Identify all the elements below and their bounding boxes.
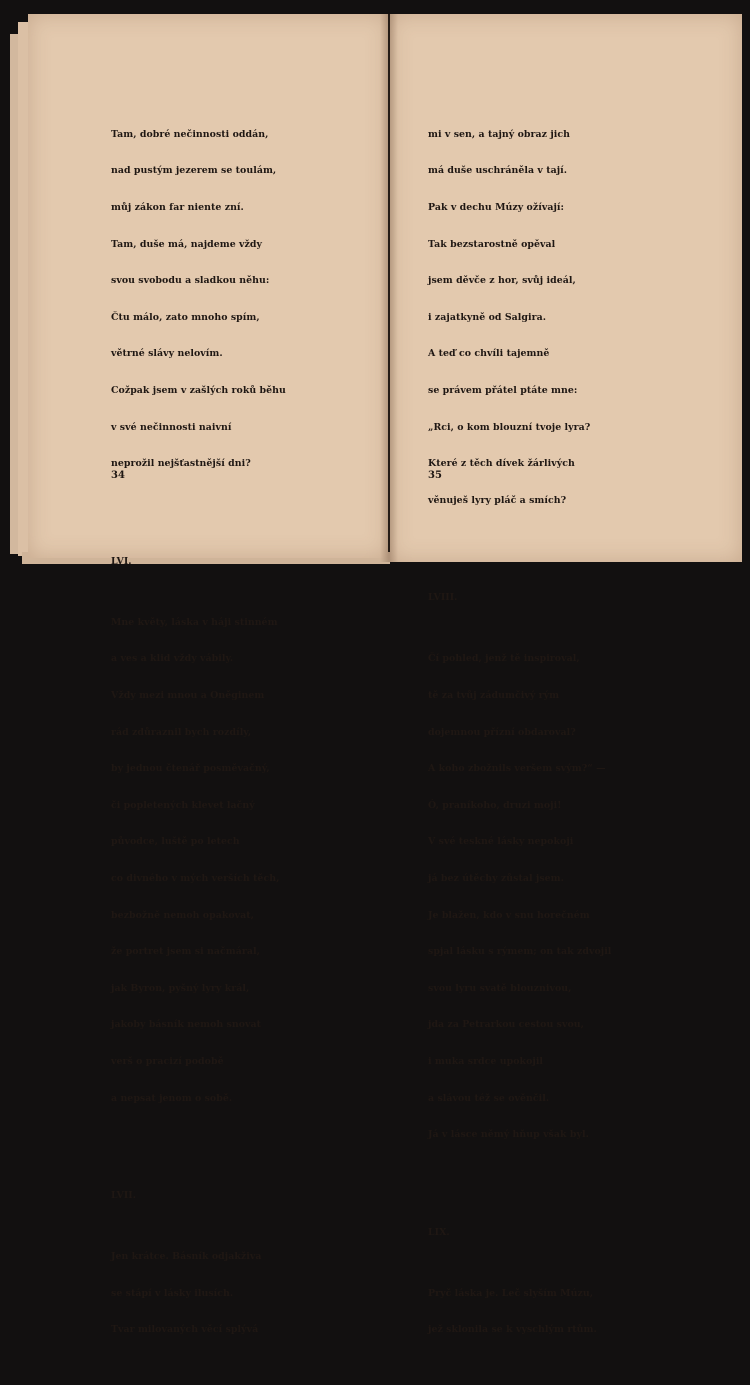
verse-line: spjal lásku s rýmem; on tak zdvojil xyxy=(428,946,612,958)
verse-line: jež sklonila se k vyschlým rtům. xyxy=(428,1324,597,1336)
stanza-heading: LVIII. xyxy=(428,592,458,604)
stanza-continued xyxy=(428,104,611,531)
verse-line: Jen krátce. Básník odjakživa xyxy=(111,1251,262,1263)
verse-line: se stápí v lásky ilusích. xyxy=(111,1287,234,1299)
verse-line: jsem děvče z hor, svůj ideál, xyxy=(428,275,576,287)
stanza-intro xyxy=(111,104,286,495)
verse-line: Tam, duše má, najdeme vždy xyxy=(111,238,263,250)
verse-line: dojemnou přízní obdaroval? xyxy=(428,726,576,738)
verse-line: jak Byron, pyšný lyry král, xyxy=(111,982,250,994)
verse-line: tě za tvůj zádumčivý rým xyxy=(428,689,560,701)
verse-line: Tak bezstarostně opěval xyxy=(428,238,556,250)
verse-line: věnuješ lyry pláč a smích? xyxy=(428,494,567,506)
verse-line: můj zákon far niente zní. xyxy=(111,202,244,214)
verse-line: „Rci, o kom blouzní tvoje lyra? xyxy=(428,421,591,433)
verse-line: Pryč láska je. Leč slyším Múzu, xyxy=(428,1287,594,1299)
stanza-lvii xyxy=(111,1227,286,1361)
page-number-left: 34 xyxy=(111,470,125,481)
verse-line: Pak v dechu Múzy ožívají: xyxy=(428,202,565,214)
book-gutter xyxy=(380,14,398,562)
verse-line: Čí pohled, jenž tě inspiroval, xyxy=(428,653,580,665)
verse-line: a ves a klid vždy vábily. xyxy=(111,653,234,665)
stanza-lix xyxy=(428,1263,611,1361)
verse-line: co divného v mých verších těch, xyxy=(111,873,280,884)
verse-line: jda za Petrarkou cestou svou, xyxy=(428,1019,584,1031)
verse-line: Je blažen, kdo v snu horečném xyxy=(428,909,590,921)
verse-line: svou lyru svatě blouznivou, xyxy=(428,982,572,994)
verse-line: v své nečinnosti naivní xyxy=(111,421,232,433)
verse-line: Cožpak jsem v zašlých roků běhu xyxy=(111,385,286,397)
stanza-heading: LVI. xyxy=(111,555,132,567)
verse-line: že portret jsem si načmáral, xyxy=(111,946,260,958)
stanza-heading: LIX. xyxy=(428,1226,450,1238)
verse-line: Tvar milovaných věcí splývá xyxy=(111,1324,259,1336)
verse-line: nad pustým jezerem se toulám, xyxy=(111,165,277,177)
right-page-text xyxy=(428,80,611,1385)
verse-line: původce, luště po letech xyxy=(111,836,240,848)
stanza-lvi xyxy=(111,592,286,1129)
verse-line: Které z těch dívek žárlivých xyxy=(428,458,575,470)
verse-line: i zajatkyně od Salgira. xyxy=(428,311,547,323)
verse-line: V své teskné lásky nepokoji xyxy=(428,836,574,848)
verse-line: by jednou čtenář posměvačný, xyxy=(111,763,270,775)
verse-line: a nepsat jenom o sobě. xyxy=(111,1092,233,1104)
verse-line: Vždy mezi mnou a Oněginem xyxy=(111,689,265,701)
verse-line: mi v sen, a tajný obraz jich xyxy=(428,128,570,140)
verse-line: Čtu málo, zato mnoho spím, xyxy=(111,311,260,323)
verse-line: rád zdůraznil bych rozdíly, xyxy=(111,726,252,738)
verse-line: i muka srdce upokojil xyxy=(428,1056,544,1068)
verse-line: verš o pracizí podobě xyxy=(111,1056,224,1068)
verse-line: má duše uschráněla v tají. xyxy=(428,165,568,177)
verse-line: jakoby básník nemoh snovat xyxy=(111,1019,262,1031)
verse-line: a slávou též se ověnčil. xyxy=(428,1092,550,1104)
verse-line: Ó, praníkoho, druzi moji! xyxy=(428,799,562,811)
verse-line: Já v lásce němý hňup však byl. xyxy=(428,1129,589,1141)
verse-line: Tam, dobré nečinnosti oddán, xyxy=(111,128,269,140)
verse-line: A teď co chvíli tajemně xyxy=(428,348,550,360)
verse-line: já bez útěchy zůstal jsem. xyxy=(428,873,564,884)
verse-line: větrné slávy nelovím. xyxy=(111,348,223,360)
verse-line: svou svobodu a sladkou něhu: xyxy=(111,275,270,287)
stanza-heading: LVII. xyxy=(111,1190,137,1202)
verse-line: se právem přátel ptáte mne: xyxy=(428,385,578,397)
verse-line: bezbožně nemoh opakovat, xyxy=(111,909,255,921)
left-page-text xyxy=(111,80,286,1385)
verse-line: Mne květy, láska v háji stinném xyxy=(111,616,278,628)
verse-line: či popletených klevet lačný xyxy=(111,799,255,811)
verse-line: neprožil nejšťastnější dni? xyxy=(111,458,251,470)
stanza-lviii xyxy=(428,629,611,1166)
page-number-right: 35 xyxy=(428,470,442,481)
verse-line: A koho zbožnils veršem svým?“ — xyxy=(428,763,606,775)
